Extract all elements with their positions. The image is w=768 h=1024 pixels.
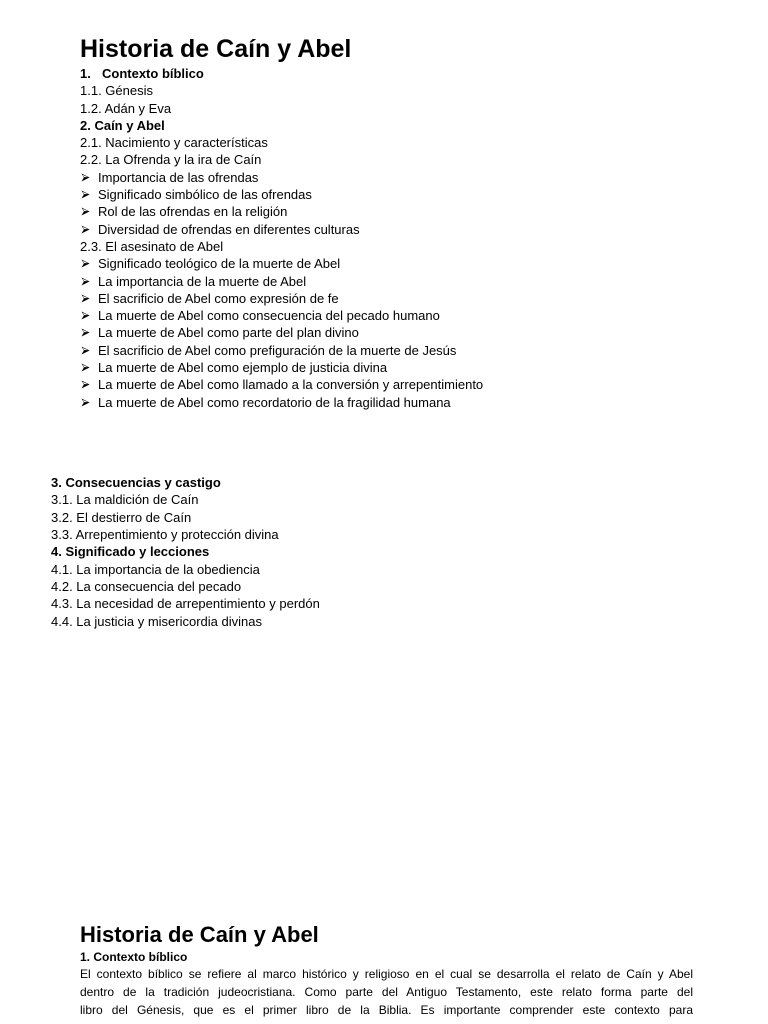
bullet-item [80, 273, 483, 290]
outline-item: 2.2. La Ofrenda y la ira de Caín [80, 152, 262, 168]
bullet-text: Rol de las ofrendas en la religión [98, 204, 288, 220]
page-title: Historia de Caín y Abel [80, 35, 352, 63]
arrow-bullet-icon [81, 173, 90, 182]
arrow-bullet-icon [81, 311, 90, 320]
bullet-item [80, 376, 483, 393]
paragraph-line: libro del Génesis, que es el primer libro de la Biblia. Es importante comprender este contexto para [80, 1003, 693, 1017]
paragraph-line: El contexto bíblico se refiere al marco histórico y religioso en el cual se desarrolla el relato de Caín y Abel [80, 967, 693, 981]
body-paragraph [80, 965, 693, 1019]
bullet-text: La muerte de Abel como ejemplo de justicia divina [98, 360, 388, 376]
arrow-bullet-icon [81, 328, 90, 337]
arrow-bullet-icon [81, 207, 90, 216]
arrow-bullet-icon [81, 380, 90, 389]
outline-list-continued [51, 474, 320, 630]
outline-list [80, 65, 483, 411]
section-heading: 4. Significado y lecciones [51, 544, 210, 560]
section-heading: 3. Consecuencias y castigo [51, 475, 221, 490]
outline-item: 3.1. La maldición de Caín [51, 492, 199, 508]
outline-item: 1.2. Adán y Eva [80, 100, 172, 116]
bullet-text: La muerte de Abel como llamado a la conversión y arrepentimiento [98, 377, 484, 393]
bullet-text: El sacrificio de Abel como prefiguración de la muerte de Jesús [98, 342, 457, 358]
bullet-item [80, 359, 483, 376]
section-heading [80, 65, 483, 82]
outline-item: 1.1. Génesis [80, 83, 153, 99]
arrow-bullet-icon [81, 277, 90, 286]
page-title: Historia de Caín y Abel [80, 922, 319, 947]
arrow-bullet-icon [81, 225, 90, 234]
arrow-bullet-icon [81, 346, 90, 355]
bullet-item [80, 203, 483, 220]
arrow-bullet-icon [81, 190, 90, 199]
outline-item: 3.3. Arrepentimiento y protección divina [51, 527, 279, 543]
section-heading: 2. Caín y Abel [80, 117, 165, 133]
bullet-item [80, 394, 483, 411]
bullet-text: La muerte de Abel como consecuencia del pecado humano [98, 308, 440, 324]
arrow-bullet-icon [81, 363, 90, 372]
outline-item: 3.2. El destierro de Caín [51, 509, 192, 525]
outline-item: 2.3. El asesinato de Abel [80, 238, 224, 254]
outline-item: 4.3. La necesidad de arrepentimiento y perdón [51, 596, 320, 612]
bullet-text: Importancia de las ofrendas [98, 169, 259, 185]
arrow-bullet-icon [81, 259, 90, 268]
bullet-text: Diversidad de ofrendas en diferentes culturas [98, 221, 360, 237]
bullet-item [80, 255, 483, 272]
section-number: 1. [80, 66, 91, 81]
bullet-item [80, 290, 483, 307]
bullet-text: La muerte de Abel como recordatorio de la fragilidad humana [98, 394, 451, 410]
bullet-text: Significado simbólico de las ofrendas [98, 187, 312, 203]
bullet-text: El sacrificio de Abel como expresión de fe [98, 290, 339, 306]
paragraph-line: dentro de la tradición judeocristiana. Como parte del Antiguo Testamento, este relato forma parte del [80, 985, 693, 999]
bullet-text: La importancia de la muerte de Abel [98, 273, 307, 289]
arrow-bullet-icon [81, 398, 90, 407]
bullet-item [80, 186, 483, 203]
outline-item: 4.4. La justicia y misericordia divinas [51, 613, 262, 629]
bullet-item [80, 169, 483, 186]
section-heading: 1. Contexto bíblico [80, 950, 188, 964]
outline-item: 4.2. La consecuencia del pecado [51, 579, 242, 595]
outline-item: 4.1. La importancia de la obediencia [51, 561, 260, 577]
bullet-text: La muerte de Abel como parte del plan divino [98, 325, 359, 341]
bullet-item [80, 221, 483, 238]
section-label: Contexto bíblico [102, 66, 204, 81]
arrow-bullet-icon [81, 294, 90, 303]
outline-item: 2.1. Nacimiento y características [80, 135, 268, 151]
bullet-item [80, 307, 483, 324]
bullet-text: Significado teológico de la muerte de Abel [98, 256, 341, 272]
bullet-item [80, 324, 483, 341]
bullet-item [80, 342, 483, 359]
